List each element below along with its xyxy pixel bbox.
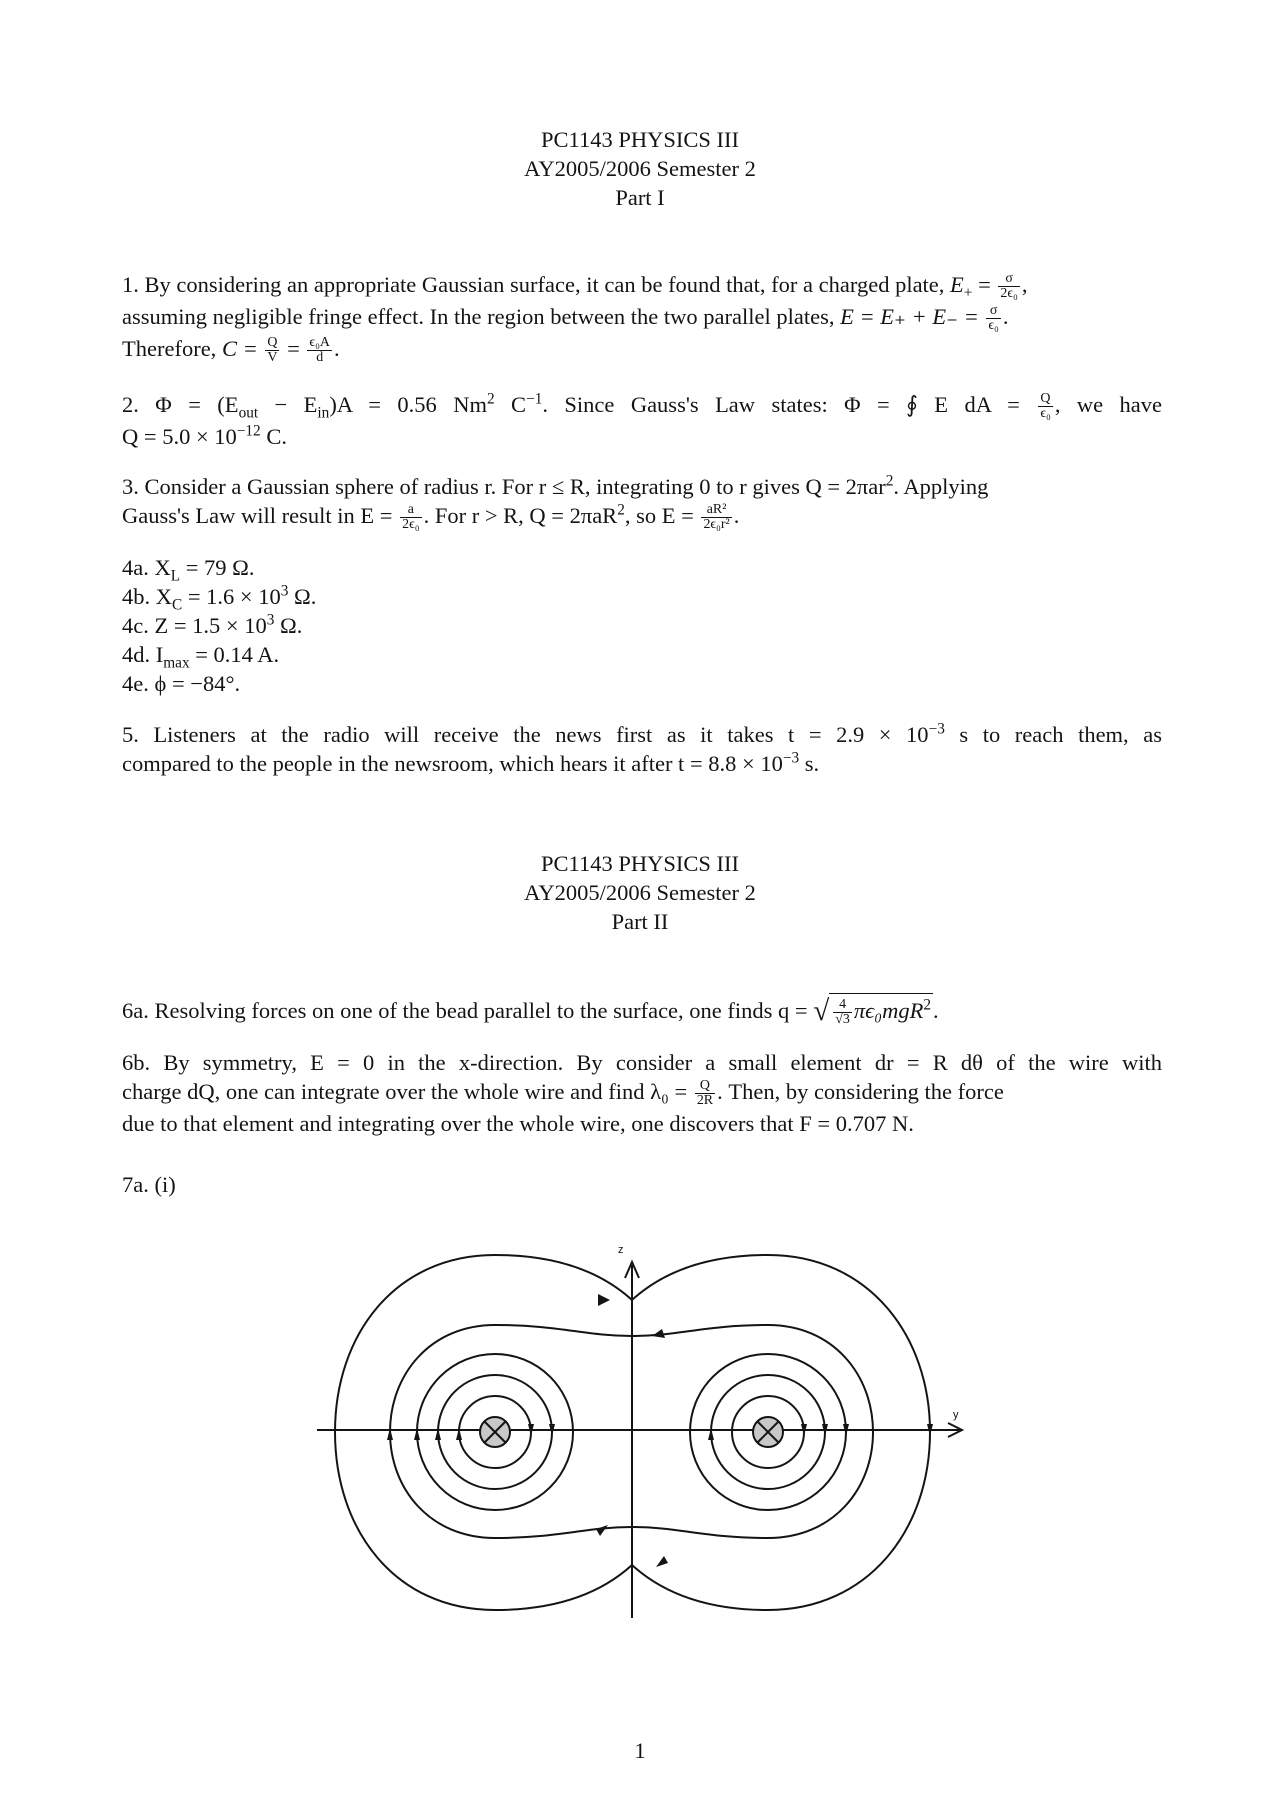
part2-course-title: PC1143 PHYSICS III bbox=[541, 851, 739, 876]
q2-part-e: . Since Gauss's Law states: Φ = ∮ E dA = bbox=[542, 392, 1020, 417]
q1-e-symbol: E bbox=[950, 272, 964, 297]
q2-part-b: − E bbox=[274, 392, 318, 417]
q2-sub-in: in bbox=[317, 404, 330, 422]
arrow-bottom-outer bbox=[656, 1556, 668, 1567]
left-wire-icon bbox=[480, 1417, 510, 1447]
q1-line3-text: Therefore, bbox=[122, 335, 217, 361]
right-wire-icon bbox=[753, 1417, 783, 1447]
q1-eq: = bbox=[978, 272, 991, 297]
q2-sup-m12: −12 bbox=[236, 422, 261, 440]
q6b-fraction: $\frac{Q}{2R}$ bbox=[696, 1077, 714, 1109]
question-6a: 6a. Resolving forces on one of the bead parallel to the surface, one finds q = √ $\frac{4}{√3}$ πϵ₀mgR$^2$. bbox=[122, 995, 939, 1028]
part2-term: AY2005/2006 Semester 2 bbox=[524, 880, 756, 905]
q5-line2-end: s. bbox=[799, 751, 820, 776]
q3-line2-b: . For r > R, Q = 2πaR bbox=[423, 503, 618, 528]
q3-fraction-2: $\frac{\text{aR²}}{\text{2ϵ₀r²}}$ bbox=[703, 501, 730, 533]
q2-sub-out: out bbox=[238, 404, 259, 422]
q4a: 4a. $X_L = 79$ Ω. bbox=[122, 555, 255, 585]
q1-line1-text: 1. By considering an appropriate Gaussian surface, it can be found that, for a charged plate, bbox=[122, 272, 945, 297]
q1-line2-eq: E = E₊ + E₋ = bbox=[840, 303, 979, 329]
q7a-label: 7a. (i) bbox=[122, 1172, 176, 1197]
q3-line1: 3. Consider a Gaussian sphere of radius r. For r ≤ R, integrating 0 to r gives Q = 2πar bbox=[122, 474, 886, 499]
q4b: 4b. $X_C = 1.6 \times 10^3$ Ω. bbox=[122, 582, 317, 614]
q3-line1-end: . Applying bbox=[893, 474, 989, 499]
q3-sup-2: 2 bbox=[885, 472, 894, 490]
q1-fraction-4: $\frac{\text{ϵ₀A}}{d}$ bbox=[309, 334, 330, 366]
q3-line2-a: Gauss's Law will result in E = bbox=[122, 503, 393, 528]
question-1: 1. By considering an appropriate Gaussian surface, it can be found that, for a charged plate, $E_+$ = $\frac{\sigma}{\text{2ϵ₀}}$ , assuming negligible fringe effect. In the region between the two parallel plates, E = E₊ + E₋ = $\frac{\sigma}{\text{ϵ₀}}$ . Therefore, C = $\frac{Q}{V}$ = $\frac{\text{ϵ₀A}}{d}$ . bbox=[122, 270, 1028, 366]
q1-c-eq: C = bbox=[221, 335, 258, 361]
q3-fraction-1: $\frac{a}{\text{2ϵ₀}}$ bbox=[402, 501, 420, 533]
y-axis-label: y bbox=[953, 1409, 959, 1421]
q1-line2-text: assuming negligible fringe effect. In the region between the two parallel plates, bbox=[122, 303, 835, 329]
q2-part-d: C bbox=[494, 392, 527, 417]
part1-term: AY2005/2006 Semester 2 bbox=[524, 156, 756, 181]
q2-part-f: , we have bbox=[1054, 392, 1163, 417]
q5-line1: 5. Listeners at the radio will receive the news first as it takes t = 2.9 × 10 bbox=[122, 722, 929, 747]
z-axis-label: z bbox=[618, 1244, 624, 1256]
q6b-line2-b: . Then, by considering the force bbox=[717, 1079, 1004, 1104]
q6a-text: 6a. Resolving forces on one of the bead parallel to the surface, one finds q = bbox=[122, 998, 808, 1023]
q3-line2-c: , so E = bbox=[624, 503, 694, 528]
q6b-line1: 6b. By symmetry, E = 0 in the x-direction. By consider a small element dr = R dθ of the wire with bbox=[122, 1050, 1162, 1075]
page-number: 1 bbox=[634, 1738, 646, 1763]
arrow-bottom-middle bbox=[596, 1525, 608, 1536]
q6b-line2-a: charge dQ, one can integrate over the whole wire and find λ₀ = bbox=[122, 1079, 688, 1104]
q5-sup1: −3 bbox=[928, 720, 945, 738]
part1-label: Part I bbox=[615, 185, 665, 210]
q1-fraction-1: $\frac{\sigma}{\text{2ϵ₀}}$ bbox=[1000, 270, 1018, 302]
part1-course-title: PC1143 PHYSICS III bbox=[541, 127, 739, 152]
q3-line2-d: . bbox=[733, 503, 740, 528]
q2-part-a: 2. Φ = (E bbox=[122, 392, 239, 417]
q1-e-sub: + bbox=[963, 284, 973, 302]
q2-part-c: )A = 0.56 Nm bbox=[329, 392, 487, 417]
arrow-top-outer bbox=[598, 1294, 610, 1306]
q2-sup-m1: −1 bbox=[526, 390, 543, 408]
q2-unit: C. bbox=[260, 423, 287, 449]
arrow-top-middle bbox=[652, 1329, 665, 1338]
q6a-sqrt: $\frac{4}{√3}$ πϵ₀mgR$^2$ bbox=[829, 993, 933, 1028]
q5-sup2: −3 bbox=[782, 749, 800, 767]
q2-fraction: $\frac{Q}{\text{ϵ₀}}$ bbox=[1040, 390, 1051, 422]
q4e: 4e. ϕ = −84°. bbox=[122, 671, 241, 696]
q5-line2: compared to the people in the newsroom, which hears it after t = 8.8 × 10 bbox=[122, 751, 783, 776]
q3-sup-2b: 2 bbox=[617, 501, 625, 519]
q2-result: Q = 5.0 × 10 bbox=[122, 423, 237, 449]
q4d: 4d. $I_{max} = 0.14$ A. bbox=[122, 642, 280, 672]
q1-fraction-2: $\frac{\sigma}{\text{ϵ₀}}$ bbox=[988, 302, 999, 334]
part2-label: Part II bbox=[611, 909, 669, 934]
q4c: 4c. $Z = 1.5 \times 10^3$ Ω. bbox=[122, 611, 303, 638]
q2-sup-2: 2 bbox=[486, 390, 495, 408]
q1-fraction-3: $\frac{Q}{V}$ bbox=[267, 334, 278, 366]
q5-line1-end: s to reach them, as bbox=[944, 722, 1162, 747]
q6b-line3: due to that element and integrating over the whole wire, one discovers that F = 0.707 N. bbox=[122, 1110, 914, 1136]
